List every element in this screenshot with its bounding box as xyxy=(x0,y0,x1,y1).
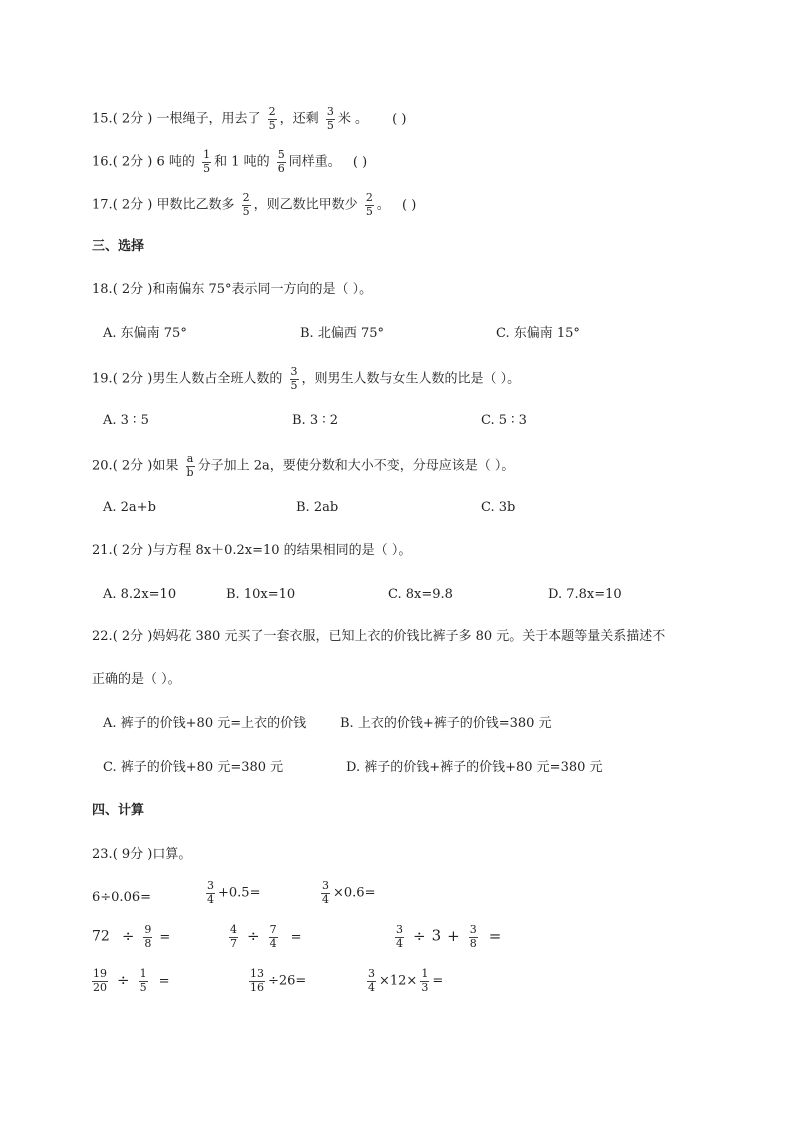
plus-symbol: + xyxy=(447,926,460,945)
fraction: $\frac{3}{5}$ xyxy=(290,365,298,392)
fraction: $\frac{3}{4}$ xyxy=(322,879,329,906)
option-d[interactable]: D. 7.8x=10 xyxy=(548,587,622,602)
divide-symbol: ÷ xyxy=(121,926,135,945)
fraction: $\frac{13}{16}$ xyxy=(250,967,264,994)
score: ( 2分 ) xyxy=(112,197,153,213)
question-text: 和南偏东 75°表示同一方向的是（ ）。 xyxy=(152,282,373,297)
divide-symbol: ÷ xyxy=(413,926,426,945)
equals-symbol: = xyxy=(158,973,170,989)
calc-text: ×0.6= xyxy=(333,885,376,901)
question-text: 同样重。 xyxy=(288,154,341,170)
answer-blank[interactable]: ( ) xyxy=(401,197,417,213)
score: ( 2分 ) xyxy=(112,629,153,644)
fraction: $\frac{9}{8}$ xyxy=(144,923,152,950)
question-number: 15. xyxy=(92,111,113,127)
question-text: 米 。 xyxy=(337,111,368,127)
score: ( 9分 ) xyxy=(112,847,153,862)
divide-symbol: ÷ xyxy=(117,970,130,989)
fraction: $\frac{1}{5}$ xyxy=(203,148,211,175)
question-number: 16. xyxy=(92,154,113,170)
question-text: 如果 xyxy=(152,458,179,474)
question-text: 男生人数占全班人数的 xyxy=(152,371,283,387)
question-text: ，则乙数比甲数少 xyxy=(253,197,358,213)
section-heading: 三、选择 xyxy=(92,239,145,254)
calc-item xyxy=(318,880,375,906)
calc-item xyxy=(226,924,301,950)
calc-item xyxy=(246,968,306,994)
option-c[interactable]: C. 5 ∶ 3 xyxy=(481,413,527,428)
question-text: ，则男生人数与女生人数的比是（ ）。 xyxy=(301,371,521,387)
answer-blank[interactable]: ( ) xyxy=(392,111,407,127)
question-21 xyxy=(92,544,411,557)
option-a[interactable]: A. 8.2x=10 xyxy=(103,587,177,602)
option-b[interactable]: B. 2ab xyxy=(296,500,339,515)
question-22 xyxy=(92,630,665,643)
question-number: 20. xyxy=(92,458,113,474)
question-16 xyxy=(92,149,367,175)
equals-symbol: = xyxy=(432,973,444,989)
score: ( 2分 ) xyxy=(112,458,153,474)
equals-symbol: = xyxy=(290,929,302,945)
question-text: 与方程 8x＋0.2x=10 的结果相同的是（ ）。 xyxy=(152,543,412,558)
score: ( 2分 ) xyxy=(112,371,153,387)
fraction: $\frac{1}{3}$ xyxy=(421,967,429,994)
calc-text: +0.5= xyxy=(218,885,261,901)
question-text: 和 1 吨的 xyxy=(214,154,270,170)
question-19 xyxy=(92,366,520,392)
question-text: 甲数比乙数多 xyxy=(156,197,235,213)
option-c[interactable]: C. 东偏南 15° xyxy=(496,326,580,341)
score: ( 2分 ) xyxy=(112,543,153,558)
divide-symbol: ÷ xyxy=(247,926,260,945)
option-b[interactable]: B. 10x=10 xyxy=(226,587,296,602)
question-text: ，还剩 xyxy=(279,111,319,127)
fraction: $\frac{4}{7}$ xyxy=(230,923,237,950)
question-text: 一根绳子，用去了 xyxy=(156,111,261,127)
question-text: 分子加上 2a，要使分数和大小不变，分母应该是（ ）。 xyxy=(197,458,515,474)
question-number: 21. xyxy=(92,543,113,558)
fraction: $\frac{3}{5}$ xyxy=(326,105,334,132)
calc-item xyxy=(203,880,260,906)
fraction: $\frac{7}{4}$ xyxy=(269,923,277,950)
question-text: 口算。 xyxy=(152,847,192,862)
option-a[interactable]: A. 东偏南 75° xyxy=(103,326,187,341)
question-number: 23. xyxy=(92,847,113,862)
question-number: 22. xyxy=(92,629,113,644)
option-a[interactable]: A. 裤子的价钱+80 元=上衣的价钱 xyxy=(103,716,307,731)
option-c[interactable]: C. 裤子的价钱+80 元=380 元 xyxy=(103,760,284,775)
option-b[interactable]: B. 上衣的价钱+裤子的价钱=380 元 xyxy=(340,716,552,731)
option-d[interactable]: D. 裤子的价钱+裤子的价钱+80 元=380 元 xyxy=(346,760,603,775)
fraction: $\frac{1}{5}$ xyxy=(139,967,147,994)
question-number: 18. xyxy=(92,282,113,297)
calc-item xyxy=(92,924,170,950)
question-text: 。 xyxy=(376,197,390,213)
calc-item xyxy=(364,968,443,994)
question-17 xyxy=(92,192,416,218)
score: ( 2分 ) xyxy=(112,111,153,127)
option-a[interactable]: A. 2a+b xyxy=(103,500,156,515)
fraction: $\frac{2}{5}$ xyxy=(242,191,250,218)
question-text: 6 吨的 xyxy=(156,154,195,170)
option-a[interactable]: A. 3 ∶ 5 xyxy=(103,413,149,428)
fraction: $\frac{19}{20}$ xyxy=(93,967,107,994)
question-15 xyxy=(92,106,406,132)
calc-text: ×12× xyxy=(379,973,418,989)
question-18 xyxy=(92,283,372,296)
fraction: $\frac{3}{4}$ xyxy=(368,967,375,994)
score: ( 2分 ) xyxy=(112,154,153,170)
question-23 xyxy=(92,848,191,861)
calc-number: 3 xyxy=(431,926,442,945)
calc-number: 72 xyxy=(92,928,110,945)
option-c[interactable]: C. 8x=9.8 xyxy=(388,587,453,602)
option-c[interactable]: C. 3b xyxy=(481,500,516,515)
fraction: $\frac{2}{5}$ xyxy=(268,105,276,132)
section-heading: 四、计算 xyxy=(92,803,145,818)
fraction: $\frac{5}{6}$ xyxy=(277,148,285,175)
score: ( 2分 ) xyxy=(112,282,153,297)
fraction: $\frac{2}{5}$ xyxy=(365,191,373,218)
fraction: $\frac{3}{4}$ xyxy=(207,879,214,906)
equals-symbol: = xyxy=(159,929,171,945)
calc-item xyxy=(89,968,169,994)
answer-blank[interactable]: ( ) xyxy=(352,154,368,170)
option-b[interactable]: B. 北偏西 75° xyxy=(300,326,384,341)
calc-text: ÷26= xyxy=(268,973,307,989)
question-number: 17. xyxy=(92,197,113,213)
calc-item: 6÷0.06= xyxy=(92,890,152,905)
question-text: 妈妈花 380 元买了一套衣服，已知上衣的价钱比裤子多 80 元。关于本题等量关系描述不 xyxy=(152,629,666,644)
question-number: 19. xyxy=(92,371,113,387)
fraction: $\frac{3}{8}$ xyxy=(469,923,477,950)
equals-symbol: = xyxy=(488,926,502,945)
question-text-continued: 正确的是（ ）。 xyxy=(92,672,181,687)
fraction: $\frac{a}{b}$ xyxy=(186,452,194,479)
fraction: $\frac{3}{4}$ xyxy=(396,923,403,950)
calc-item xyxy=(392,924,501,950)
option-b[interactable]: B. 3 ∶ 2 xyxy=(292,413,339,428)
question-20 xyxy=(92,453,514,479)
